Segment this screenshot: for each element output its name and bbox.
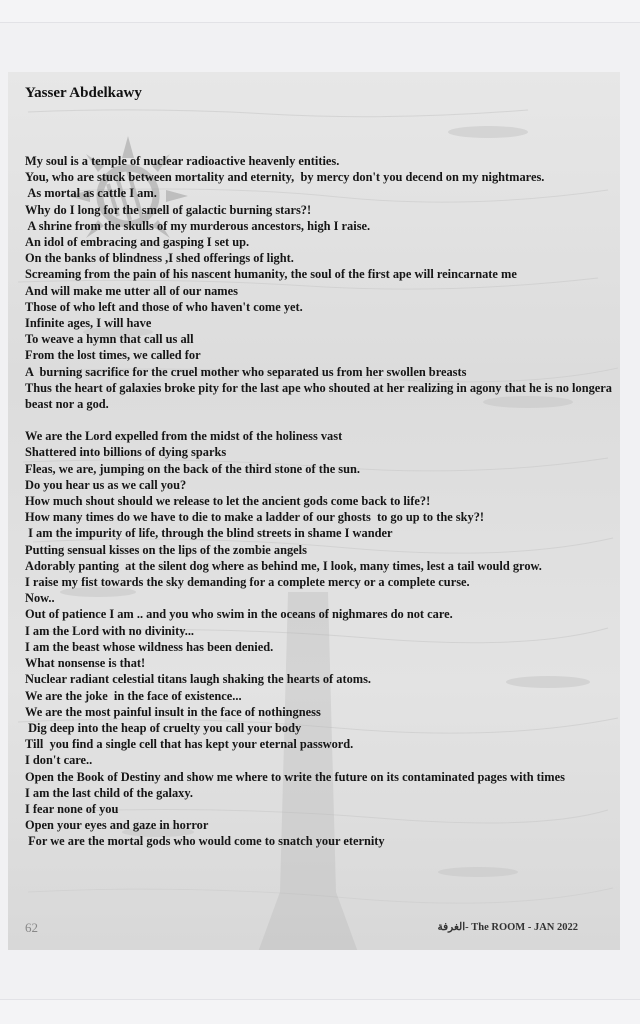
poem-line: How much shout should we release to let the ancient gods come back to life?!	[25, 494, 431, 509]
poem-line: Infinite ages, I will have	[25, 316, 152, 331]
poem-line: I don't care..	[25, 753, 93, 768]
poem-line: Those of who left and those of who haven't come yet.	[25, 299, 303, 314]
poem-line: I am the Lord with no divinity...	[25, 623, 195, 638]
poem-line: Do you hear us as we call you?	[25, 477, 187, 492]
poem-line: And will make me utter all of our names	[25, 283, 238, 298]
poem-line: We are the joke in the face of existence...	[25, 688, 242, 703]
poem-body	[25, 153, 615, 850]
poem-line: For we are the mortal gods who would come to snatch your eternity	[25, 834, 385, 849]
poem-line: I am the last child of the galaxy.	[25, 785, 193, 800]
poem-line: Nuclear radiant celestial titans laugh shaking the hearts of atoms.	[25, 672, 372, 687]
poem-line: From the lost times, we called for	[25, 348, 201, 363]
poem-line: Dig deep into the heap of cruelty you call your body	[25, 720, 302, 735]
poem-line: Thus the heart of galaxies broke pity for the last ape who shouted at her realizing in agony that he is no longera beast nor a god.	[25, 380, 612, 412]
poem-line: Fleas, we are, jumping on the back of the third stone of the sun.	[25, 461, 361, 476]
poem-line: I raise my fist towards the sky demanding for a complete mercy or a complete curse.	[25, 575, 470, 590]
poem-line: As mortal as cattle I am.	[25, 186, 157, 201]
poem-line: We are the most painful insult in the face of nothingness	[25, 704, 321, 719]
poem-line: I am the beast whose wildness has been denied.	[25, 639, 274, 654]
poem-line: We are the Lord expelled from the midst of the holiness vast	[25, 429, 343, 444]
poem-line: Open the Book of Destiny and show me where to write the future on its contaminated pages with times	[25, 769, 565, 784]
poem-line: I am the impurity of life, through the blind streets in shame I wander	[25, 526, 393, 541]
poem-line: On the banks of blindness ,I shed offerings of light.	[25, 251, 294, 266]
viewer-bottom-bar	[0, 999, 640, 1024]
poem-line: A burning sacrifice for the cruel mother who separated us from her swollen breasts	[25, 364, 467, 379]
poem-line: Screaming from the pain of his nascent humanity, the soul of the first ape will reincarnate me	[25, 267, 517, 282]
poem-line: I fear none of you	[25, 801, 119, 816]
magazine-footer: الغرفة- The ROOM - JAN 2022	[437, 922, 578, 933]
viewer-top-bar	[0, 0, 640, 23]
poem-line: Adorably panting at the silent dog where as behind me, I look, many times, lest a tail would grow.	[25, 558, 542, 573]
poem-line: An idol of embracing and gasping I set up.	[25, 235, 250, 250]
author-name: Yasser Abdelkawy	[25, 85, 142, 101]
poem-line: You, who are stuck between mortality and eternity, by mercy don't you decend on my nightmares.	[25, 170, 545, 185]
poem-line: To weave a hymn that call us all	[25, 332, 194, 347]
poem-line: Till you find a single cell that has kept your eternal password.	[25, 737, 354, 752]
stanza-2	[25, 428, 615, 849]
poem-line: What nonsense is that!	[25, 656, 146, 671]
poem-line: Shattered into billions of dying sparks	[25, 445, 227, 460]
magazine-page	[8, 72, 620, 950]
poem-line: Putting sensual kisses on the lips of the zombie angels	[25, 542, 307, 557]
page-number: 62	[25, 920, 38, 935]
poem-line: Now..	[25, 591, 55, 606]
poem-line: Why do I long for the smell of galactic burning stars?!	[25, 202, 312, 217]
poem-line: A shrine from the skulls of my murderous ancestors, high I raise.	[25, 218, 371, 233]
poem-line: Open your eyes and gaze in horror	[25, 818, 209, 833]
poem-line: How many times do we have to die to make a ladder of our ghosts to go up to the sky?!	[25, 510, 485, 525]
poem-line: Out of patience I am .. and you who swim in the oceans of nighmares do not care.	[25, 607, 453, 622]
poem-line: My soul is a temple of nuclear radioactive heavenly entities.	[25, 154, 340, 168]
stanza-1	[25, 153, 615, 412]
